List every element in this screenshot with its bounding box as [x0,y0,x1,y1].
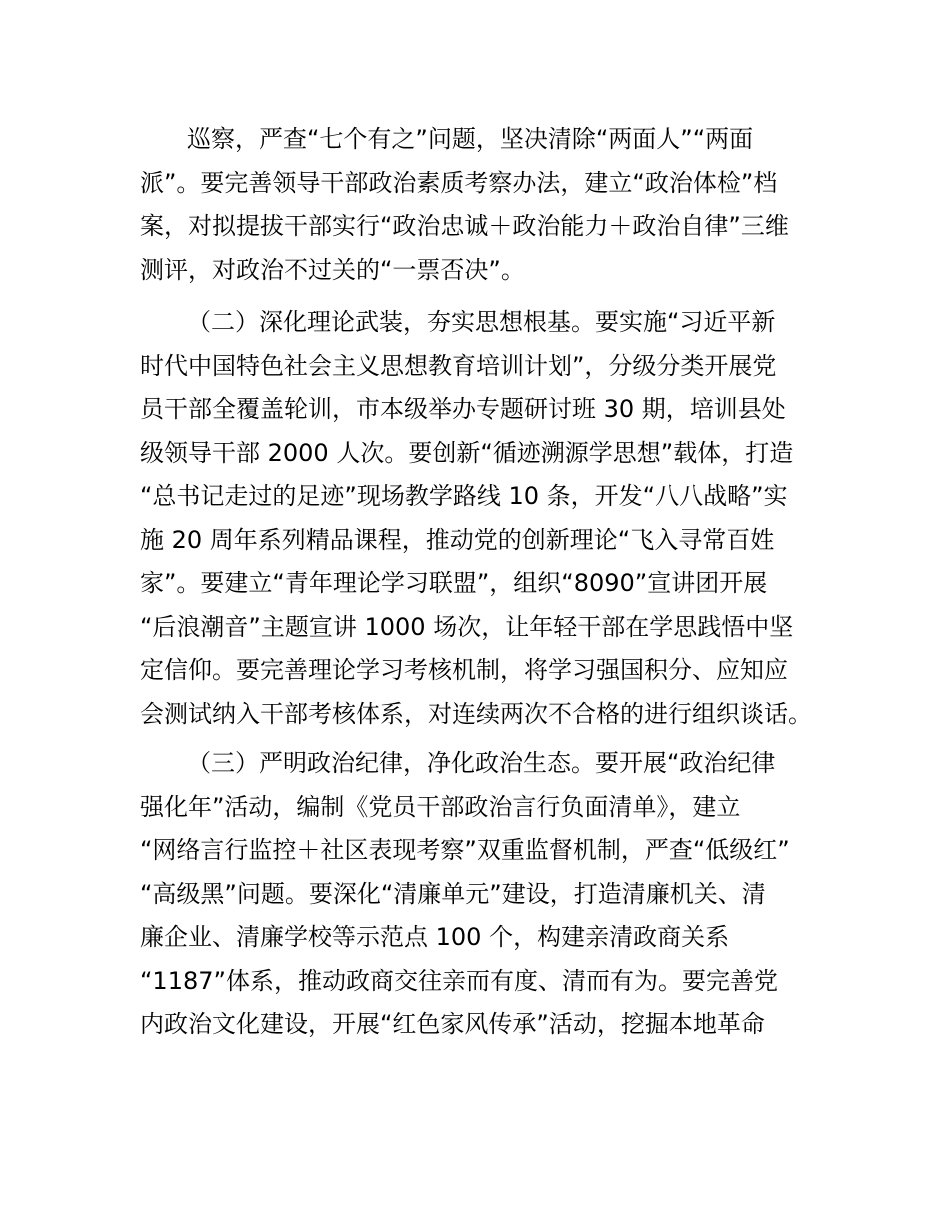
text-line: 员干部全覆盖轮训，市本级举办专题研讨班 30 期，培训县处 [140,395,786,423]
text-line: 巡察，严查“七个有之”问题，坚决清除“两面人”“两面 [187,125,754,153]
text-line: 强化年”活动，编制《党员干部政治言行负面清单》，建立 [140,792,741,821]
text-line: 施 20 周年系列精品课程，推动党的创新理论“飞入寻常百姓 [140,525,775,554]
text-line: “高级黑”问题。要深化“清廉单元”建设，打造清廉机关、清 [140,879,766,908]
text-line: 会测试纳入干部考核体系，对连续两次不合格的进行组织谈话。 [140,699,812,728]
text-line: 案，对拟提拔干部实行“政治忠诚＋政治能力＋政治自律”三维 [140,212,789,240]
text-line: 测评，对政治不过关的“一票否决”。 [140,255,525,284]
text-line: 派”。要完善领导干部政治素质考察办法，建立“政治体检”档 [140,168,778,197]
paragraph-2 [140,301,820,736]
text-line: 廉企业、清廉学校等示范点 100 个，构建亲清政商关系 [140,923,730,951]
text-line: “总书记走过的足迹”现场教学路线 10 条，开发“八八战略”实 [140,482,788,510]
paragraph-1 [140,118,820,292]
text-line: “后浪潮音”主题宣讲 1000 场次，让年轻干部在学思践悟中坚 [140,612,794,641]
text-line: 家”。要建立“青年理论学习联盟”，组织“8090”宣讲团开展 [140,569,768,597]
text-line: 定信仰。要完善理论学习考核机制，将学习强国积分、应知应 [140,656,788,684]
paragraph-3 [140,742,820,1047]
text-line: （三）严明政治纪律，净化政治生态。要开展“政治纪律 [187,749,776,777]
text-line: 级领导干部 2000 人次。要创新“循迹溯源学思想”载体，打造 [140,438,794,467]
text-line: 时代中国特色社会主义思想教育培训计划”，分级分类开展党 [140,351,777,380]
text-line: “网络言行监控＋社区表现考察”双重监督机制，严查“低级红” [140,836,790,864]
text-line: 内政治文化建设，开展“红色家风传承”活动，挖掘本地革命 [140,1010,765,1038]
text-line: （二）深化理论武装，夯实思想根基。要实施“习近平新 [187,308,776,336]
text-line: “1187”体系，推动政商交往亲而有度、清而有为。要完善党 [140,966,778,995]
